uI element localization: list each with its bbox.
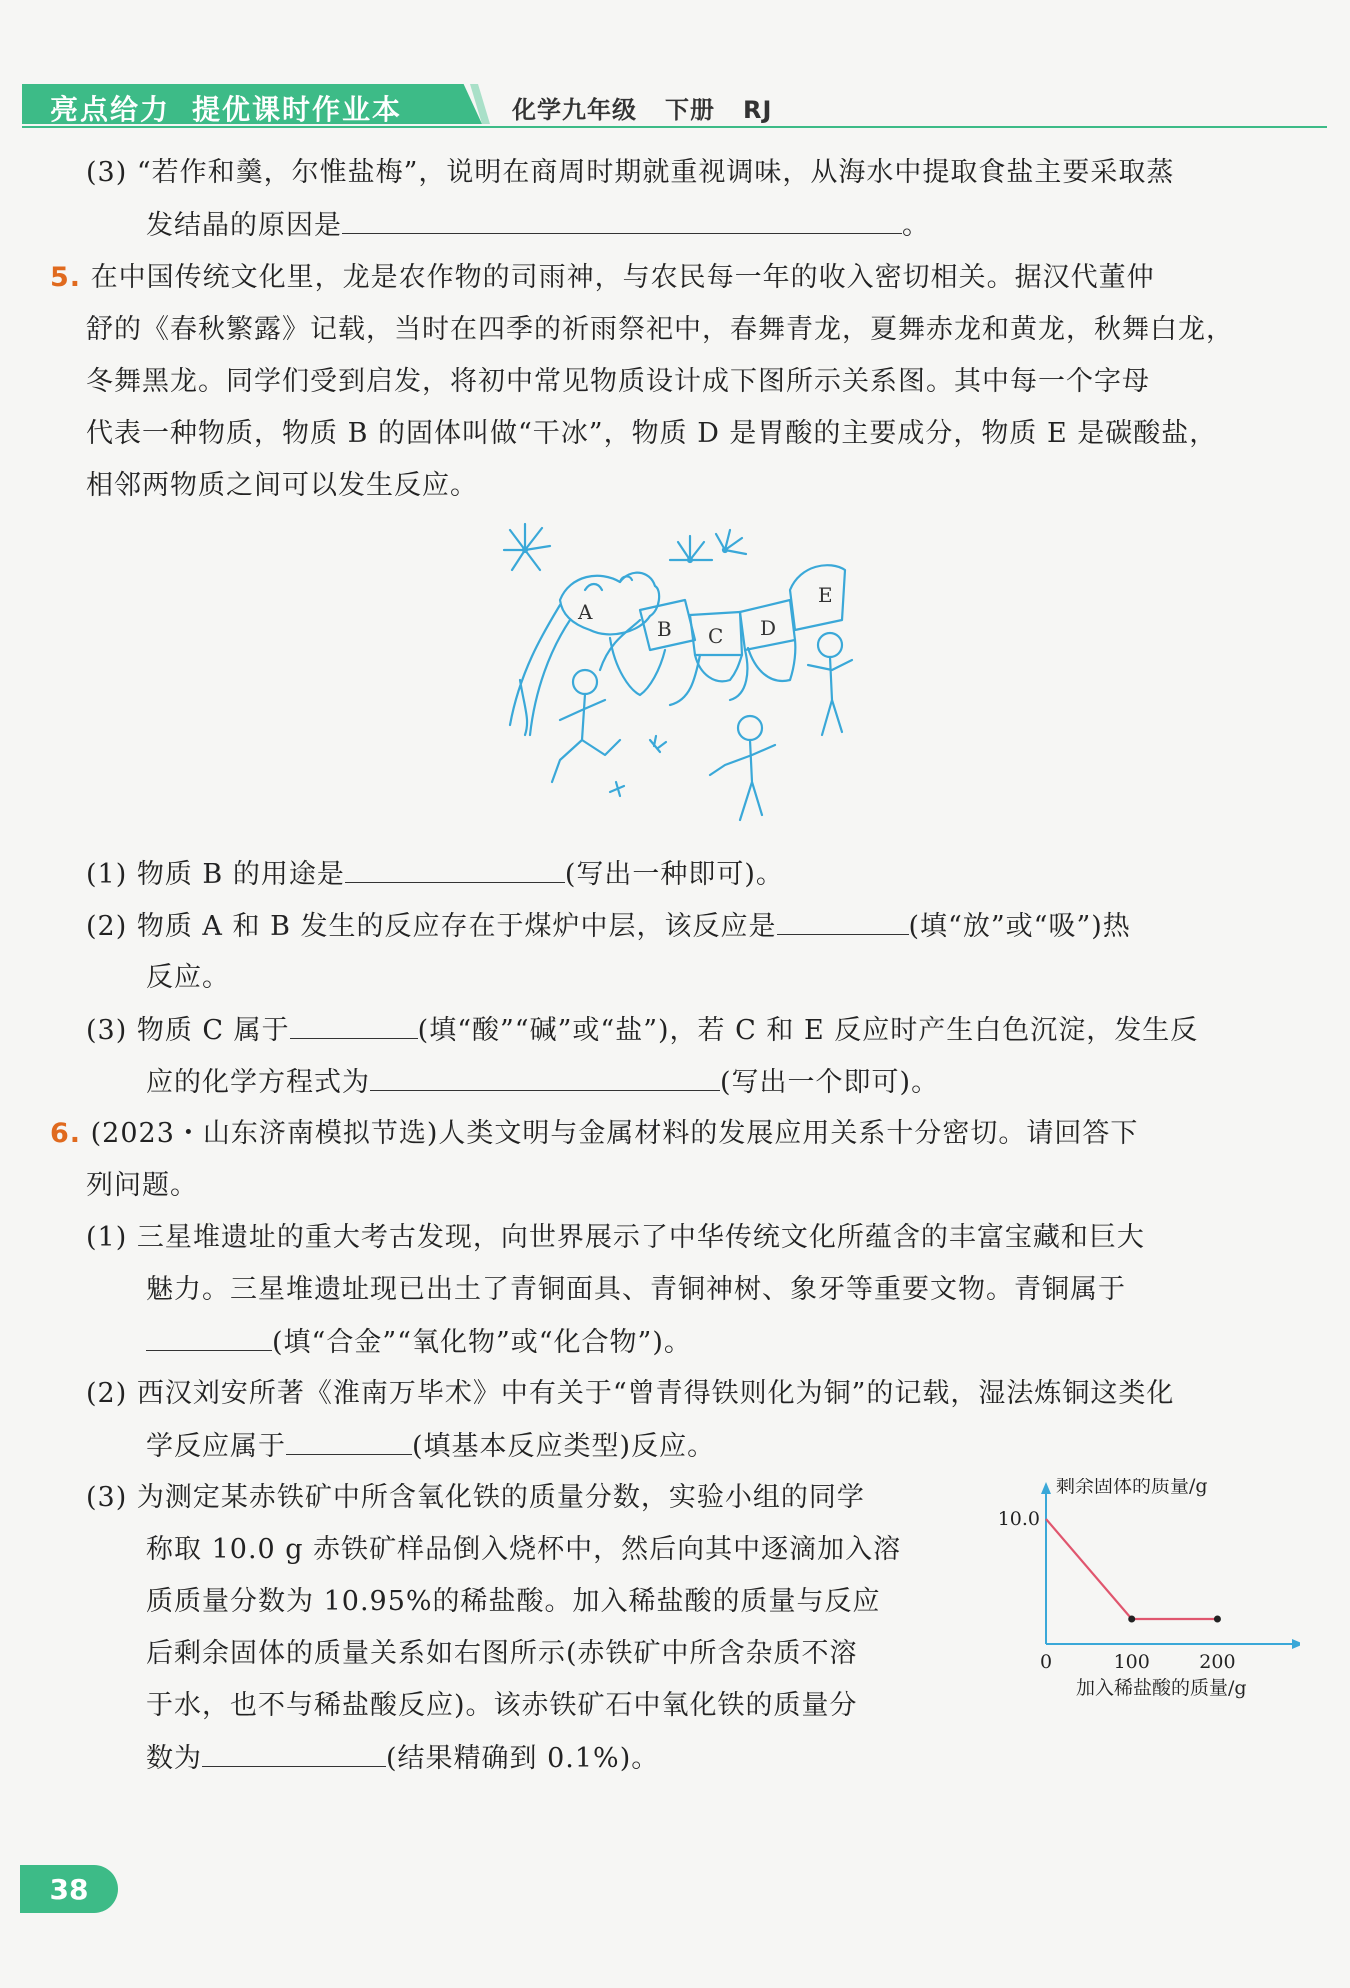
q6-3-hint: (结果精确到 0.1%)。: [386, 1743, 660, 1774]
data-point: [1214, 1616, 1221, 1623]
label-D: D: [760, 616, 777, 640]
q6-3-line6: [146, 1740, 659, 1777]
page-header: [22, 84, 1327, 128]
q6-2-line2: [146, 1428, 715, 1465]
book-info: [512, 90, 800, 125]
q6-3-line1: (3) 为测定某赤铁矿中所含氧化铁的质量分数，实验小组的同学: [86, 1482, 865, 1513]
q6-3-line2: 称取 10.0 g 赤铁矿样品倒入烧杯中，然后向其中逐滴加入溶: [146, 1534, 902, 1565]
q5-2-prompt: (2) 物质 A 和 B 发生的反应存在于煤炉中层，该反应是: [86, 911, 777, 942]
q5-1: [86, 856, 784, 893]
q5-1-prompt: (1) 物质 B 的用途是: [86, 859, 345, 890]
y-axis-arrow-icon: [1041, 1482, 1051, 1494]
q5-text-1: 在中国传统文化里，龙是农作物的司雨神，与农民每一年的收入密切相关。据汉代董仲: [90, 262, 1155, 293]
q5-3-prompt-2: 应的化学方程式为: [146, 1067, 370, 1098]
q6-2-hint: (填基本反应类型)反应。: [412, 1431, 716, 1462]
answer-blank[interactable]: [290, 1012, 418, 1039]
answer-blank[interactable]: [286, 1428, 412, 1455]
q5-3-hint-2: (写出一个即可)。: [720, 1067, 940, 1098]
q6-2-prompt: 学反应属于: [146, 1431, 286, 1462]
q6-text-2: 列问题。: [86, 1170, 198, 1201]
q6-1-hint: (填“合金”“氧化物”或“化合物”)。: [272, 1327, 692, 1358]
q4-3-line2: [146, 207, 930, 244]
q6-text-1: (2023・山东济南模拟节选)人类文明与金属材料的发展应用关系十分密切。请回答下: [90, 1118, 1139, 1149]
q6-3-line3: 质质量分数为 10.95%的稀盐酸。加入稀盐酸的质量与反应: [146, 1586, 881, 1617]
answer-blank[interactable]: [146, 1324, 272, 1351]
q6-1-line2: 魅力。三星堆遗址现已出土了青铜面具、青铜神树、象牙等重要文物。青铜属于: [146, 1274, 1126, 1305]
series-name: 提优课时作业本: [192, 93, 403, 126]
q4-3-prompt: 发结晶的原因是: [146, 210, 342, 241]
x-axis-arrow-icon: [1292, 1639, 1300, 1649]
q5-text-3: 冬舞黑龙。同学们受到启发，将初中常见物质设计成下图所示关系图。其中每一个字母: [86, 366, 1150, 397]
q6-1-line1: (1) 三星堆遗址的重大考古发现，向世界展示了中华传统文化所蕴含的丰富宝藏和巨大: [86, 1222, 1145, 1253]
brand-name: 亮点给力: [50, 93, 171, 126]
y-axis-label: 剩余固体的质量/g: [1056, 1478, 1208, 1497]
q5-text-2: 舒的《春秋繁露》记载，当时在四季的祈雨祭祀中，春舞青龙，夏舞赤龙和黄龙，秋舞白龙，: [86, 314, 1234, 345]
q5-text-5: 相邻两物质之间可以发生反应。: [86, 470, 478, 501]
q4-3-line1: (3) “若作和羹，尔惟盐梅”，说明在商周时期就重视调味，从海水中提取食盐主要采取蒸: [86, 157, 1175, 188]
y-tick-label: 10.0: [997, 1508, 1040, 1530]
dragon-dance-illustration: [490, 520, 880, 840]
answer-blank[interactable]: [202, 1740, 386, 1767]
subject-grade: 化学九年级: [512, 96, 637, 124]
label-A: A: [578, 600, 593, 624]
label-E: E: [818, 583, 833, 607]
x-axis-label: 加入稀盐酸的质量/g: [1076, 1677, 1247, 1699]
q6-3-line4: 后剩余固体的质量关系如右图所示(赤铁矿中所含杂质不溶: [146, 1638, 858, 1669]
label-B: B: [657, 617, 672, 641]
brand-title: [50, 88, 402, 128]
q5-2-line2: 反应。: [146, 962, 230, 993]
q6-3-line5: 于水，也不与稀盐酸反应)。该赤铁矿石中氧化铁的质量分: [146, 1690, 858, 1721]
firework-icon: [670, 530, 746, 562]
q5-3-prompt: (3) 物质 C 属于: [86, 1015, 290, 1046]
q5-line1: [50, 260, 1155, 296]
punct: 。: [902, 210, 930, 241]
q5-text-4: 代表一种物质，物质 B 的固体叫做“干冰”，物质 D 是胃酸的主要成分，物质 E 是碳酸盐，: [86, 418, 1218, 449]
series-line: [1046, 1519, 1217, 1619]
q6-3-prompt: 数为: [146, 1743, 202, 1774]
x-tick-label: 100: [1113, 1651, 1150, 1673]
q6-line1: [50, 1116, 1138, 1152]
question-number: 5.: [50, 262, 82, 293]
label-C: C: [708, 624, 724, 648]
q6-2-line1: (2) 西汉刘安所著《淮南万毕术》中有关于“曾青得铁则化为铜”的记载，湿法炼铜这类化: [86, 1378, 1175, 1409]
volume: 下册: [665, 96, 715, 124]
mass-chart: [980, 1478, 1300, 1728]
q5-1-hint: (写出一种即可)。: [564, 859, 784, 890]
q5-3-line2: [146, 1064, 939, 1101]
answer-blank[interactable]: [370, 1064, 720, 1091]
edition: RJ: [743, 96, 773, 124]
firework-icon: [504, 524, 550, 570]
x-tick-label: 0: [1039, 1651, 1053, 1673]
q5-2: [86, 908, 1131, 945]
q5-2-hint: (填“放”或“吸”)热: [908, 911, 1131, 942]
x-tick-label: 200: [1199, 1651, 1236, 1673]
header-rule: [22, 126, 1327, 128]
answer-blank[interactable]: [777, 908, 909, 935]
page-number: 38: [20, 1865, 118, 1913]
q6-1-line3: [146, 1324, 692, 1361]
q5-3: [86, 1012, 1198, 1049]
answer-blank[interactable]: [342, 207, 902, 234]
data-point: [1128, 1616, 1135, 1623]
q5-3-hint: (填“酸”“碱”或“盐”)，若 C 和 E 反应时产生白色沉淀，发生反: [417, 1015, 1199, 1046]
question-number: 6.: [50, 1118, 82, 1149]
answer-blank[interactable]: [345, 856, 565, 883]
chart-svg: [980, 1478, 1300, 1728]
